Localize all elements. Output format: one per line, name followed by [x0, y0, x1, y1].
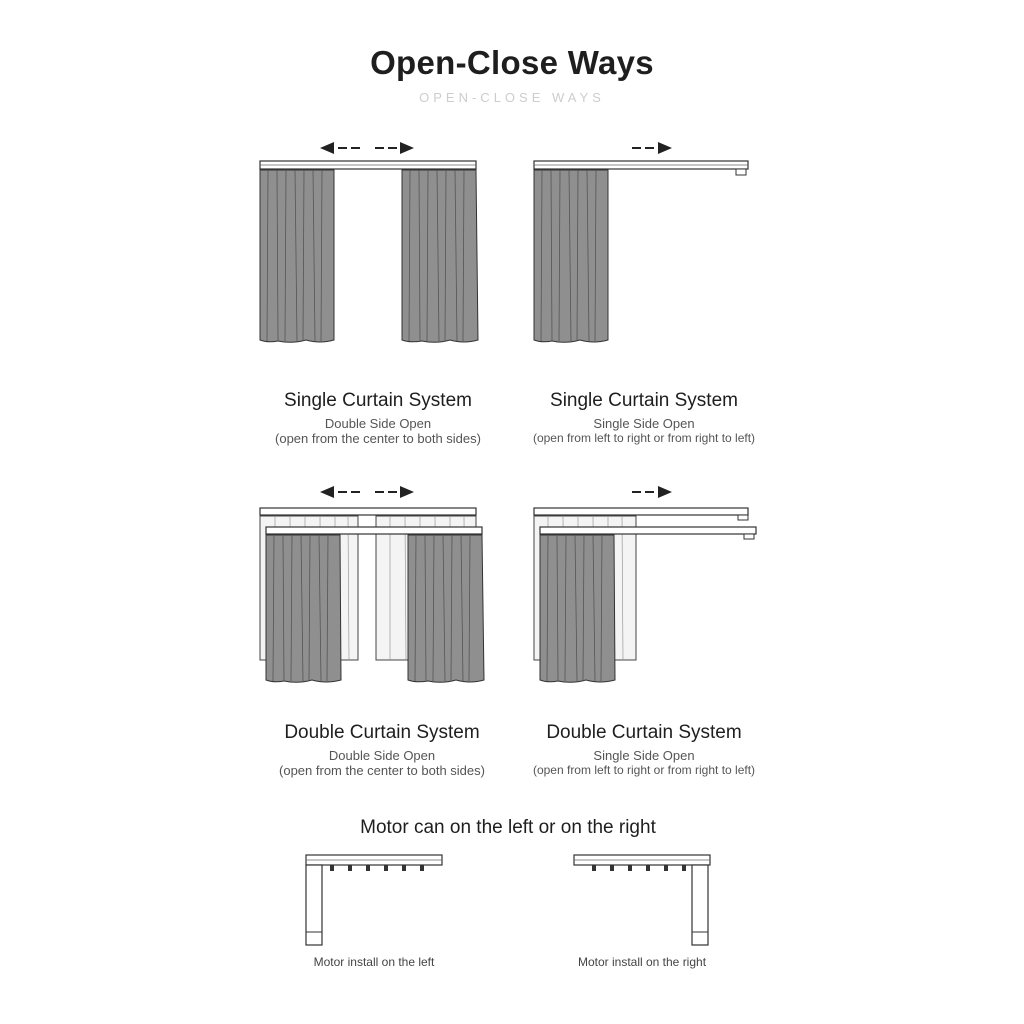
page-subtitle: OPEN-CLOSE WAYS — [419, 90, 605, 105]
curtain-panel — [534, 170, 608, 342]
curtain-track-front — [266, 527, 482, 534]
page-title: Open-Close Ways — [370, 44, 654, 81]
single-single-open-diagram — [534, 148, 748, 342]
panel-caption-4 — [494, 722, 794, 777]
system-label: Double Curtain System — [284, 722, 480, 743]
mode-label: Single Side Open — [593, 416, 695, 431]
motor-right-label: Motor install on the right — [577, 955, 707, 969]
system-label: Single Curtain System — [550, 390, 738, 411]
double-single-open-diagram — [534, 492, 756, 682]
mode-label: Single Side Open — [593, 748, 695, 763]
curtain-track-back — [260, 508, 476, 515]
curtain-track — [260, 161, 476, 169]
mode-label: Double Side Open — [324, 416, 432, 431]
curtain-panel-left — [260, 170, 334, 342]
curtain-panel-right — [402, 170, 478, 342]
system-label: Single Curtain System — [284, 390, 472, 411]
system-label: Double Curtain System — [546, 722, 742, 743]
motor-left-label: Motor install on the left — [313, 955, 435, 969]
panel-caption-1 — [228, 390, 528, 446]
mode-note: (open from left to right or from right to left) — [532, 763, 756, 777]
mode-note: (open from the center to both sides) — [275, 431, 481, 446]
motor-left-diagram — [306, 855, 442, 945]
single-double-open-diagram — [260, 148, 478, 342]
mode-note: (open from left to right or from right to left) — [532, 431, 756, 445]
motor-unit — [306, 865, 322, 945]
curtain-panel-right — [408, 535, 484, 682]
panel-caption-3 — [232, 722, 532, 778]
mode-label: Double Side Open — [328, 748, 436, 763]
motor-unit — [692, 865, 708, 945]
motor-heading: Motor can on the left or on the right — [360, 817, 656, 838]
motor-right-diagram — [574, 855, 710, 945]
double-double-open-diagram — [260, 492, 484, 682]
curtain-panel — [540, 535, 615, 682]
curtain-panel-left — [266, 535, 341, 682]
mode-note: (open from the center to both sides) — [279, 763, 485, 778]
panel-caption-2 — [494, 390, 794, 445]
